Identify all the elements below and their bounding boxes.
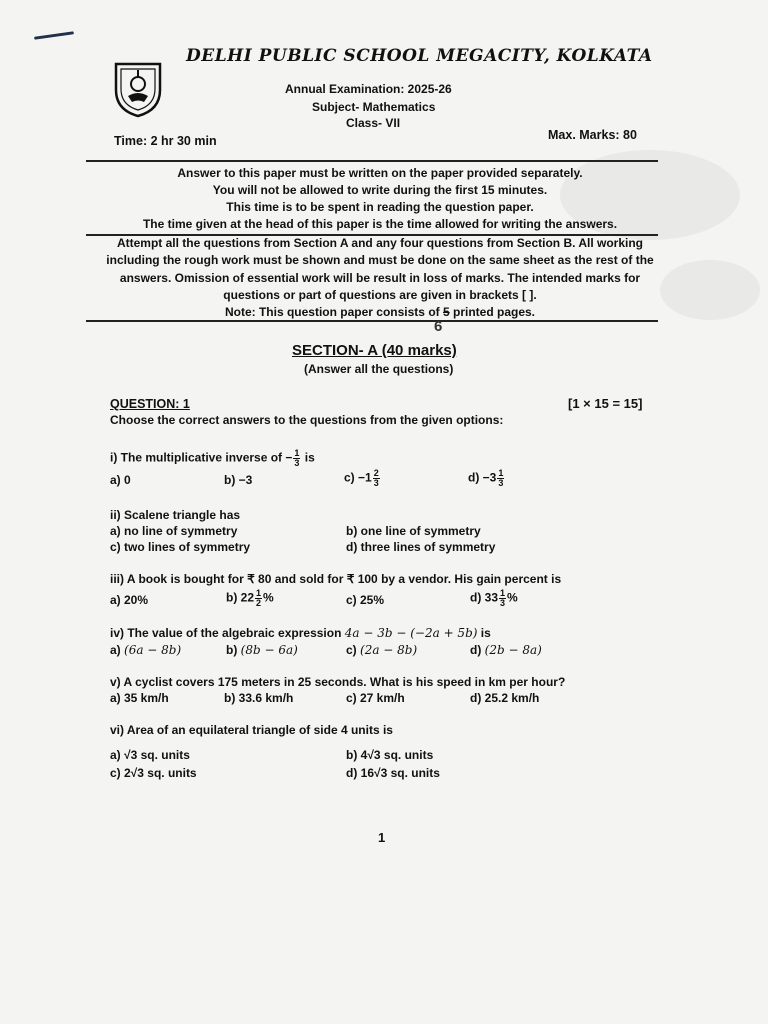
option-c: c) −1 $\frac{2}{3}$ bbox=[344, 468, 379, 488]
option-c: c) 25% bbox=[346, 593, 385, 607]
general-instruction-line: answers. Omission of essential work will be result in loss of marks. The intended marks for bbox=[119, 270, 641, 285]
option-d: d) 25.2 km/h bbox=[470, 691, 540, 705]
divider bbox=[86, 320, 658, 322]
exam-title: Annual Examination: 2025-26 bbox=[285, 82, 452, 96]
option-a: a) 35 km/h bbox=[110, 691, 169, 705]
option-b: b) (8b − 6a) bbox=[226, 643, 298, 657]
page-count-note: Note: This question paper consists of 5 printed pages. bbox=[224, 305, 536, 320]
general-instruction-line: including the rough work must be shown and must be done on the same sheet as the rest of the bbox=[106, 253, 654, 268]
subject-label: Subject- Mathematics bbox=[312, 100, 436, 114]
option-d: d) (2b − 8a) bbox=[470, 643, 542, 657]
option-d: d) three lines of symmetry bbox=[346, 540, 496, 554]
time-label: Time: 2 hr 30 min bbox=[114, 134, 217, 148]
option-b: b) 33.6 km/h bbox=[224, 691, 294, 705]
question-stem: i) The multiplicative inverse of − $\frac{1}{3}$ is bbox=[110, 448, 315, 468]
fraction: $\frac{1}{3}$ bbox=[294, 448, 300, 468]
question-stem: vi) Area of an equilateral triangle of side 4 units is bbox=[110, 723, 393, 737]
option-c: c) 27 km/h bbox=[346, 691, 405, 705]
option-c: c) 2√3 sq. units bbox=[110, 766, 197, 780]
class-label: Class- VII bbox=[346, 116, 401, 130]
option-d: d) 16√3 sq. units bbox=[346, 766, 440, 780]
question-instruction: Choose the correct answers to the questions from the given options: bbox=[110, 413, 504, 427]
option-a: a) (6a − 8b) bbox=[110, 643, 182, 657]
option-a: a) √3 sq. units bbox=[110, 748, 190, 762]
instruction-line: This time is to be spent in reading the question paper. bbox=[226, 200, 534, 214]
option-b: b) 4√3 sq. units bbox=[346, 748, 434, 762]
page-number: 1 bbox=[378, 830, 386, 845]
question-heading: QUESTION: 1 bbox=[110, 397, 190, 411]
school-crest-logo bbox=[112, 60, 164, 118]
option-a: a) 20% bbox=[110, 593, 149, 607]
general-instruction-line: questions or part of questions are given in brackets [ ]. bbox=[223, 287, 537, 302]
instruction-line: The time given at the head of this paper is the time allowed for writing the answers. bbox=[142, 217, 618, 231]
paper-stain bbox=[660, 260, 760, 320]
option-c: c) (2a − 8b) bbox=[346, 643, 418, 657]
pen-mark bbox=[34, 31, 74, 40]
divider bbox=[86, 160, 658, 162]
instruction-line: Answer to this paper must be written on the paper provided separately. bbox=[177, 166, 583, 180]
option-d: d) −3 $\frac{1}{3}$ bbox=[468, 468, 504, 488]
option-a: a) no line of symmetry bbox=[110, 524, 238, 538]
question-stem: iii) A book is bought for ₹ 80 and sold for ₹ 100 by a vendor. His gain percent is bbox=[110, 572, 562, 586]
question-marks: [1 × 15 = 15] bbox=[568, 396, 643, 411]
handwritten-correction: 6 bbox=[434, 318, 443, 335]
general-instructions bbox=[100, 235, 660, 321]
option-b: b) −3 bbox=[224, 473, 253, 487]
option-b: b) one line of symmetry bbox=[346, 524, 481, 538]
option-b: b) 22 $\frac{1}{2}$ % bbox=[226, 588, 274, 608]
option-a: a) 0 bbox=[110, 473, 131, 487]
question-stem: v) A cyclist covers 175 meters in 25 seconds. What is his speed in km per hour? bbox=[110, 675, 566, 689]
general-instruction-line: Attempt all the questions from Section A and any four questions from Section B. All working bbox=[116, 236, 644, 250]
school-name: DELHI PUBLIC SCHOOL MEGACITY, KOLKATA bbox=[186, 46, 653, 66]
instruction-line: You will not be allowed to write during the first 15 minutes. bbox=[212, 183, 548, 197]
option-c: c) two lines of symmetry bbox=[110, 540, 251, 554]
section-subtitle: (Answer all the questions) bbox=[304, 362, 454, 376]
crossed-page-count: 5 bbox=[442, 305, 450, 320]
instructions-block bbox=[100, 165, 660, 233]
section-title: SECTION- A (40 marks) bbox=[292, 342, 457, 359]
question-stem: iv) The value of the algebraic expression 4a − 3b − (−2a + 5b) is bbox=[110, 626, 491, 640]
max-marks-label: Max. Marks: 80 bbox=[548, 128, 637, 142]
question-stem: ii) Scalene triangle has bbox=[110, 508, 241, 522]
option-d: d) 33 $\frac{1}{3}$ % bbox=[470, 588, 518, 608]
